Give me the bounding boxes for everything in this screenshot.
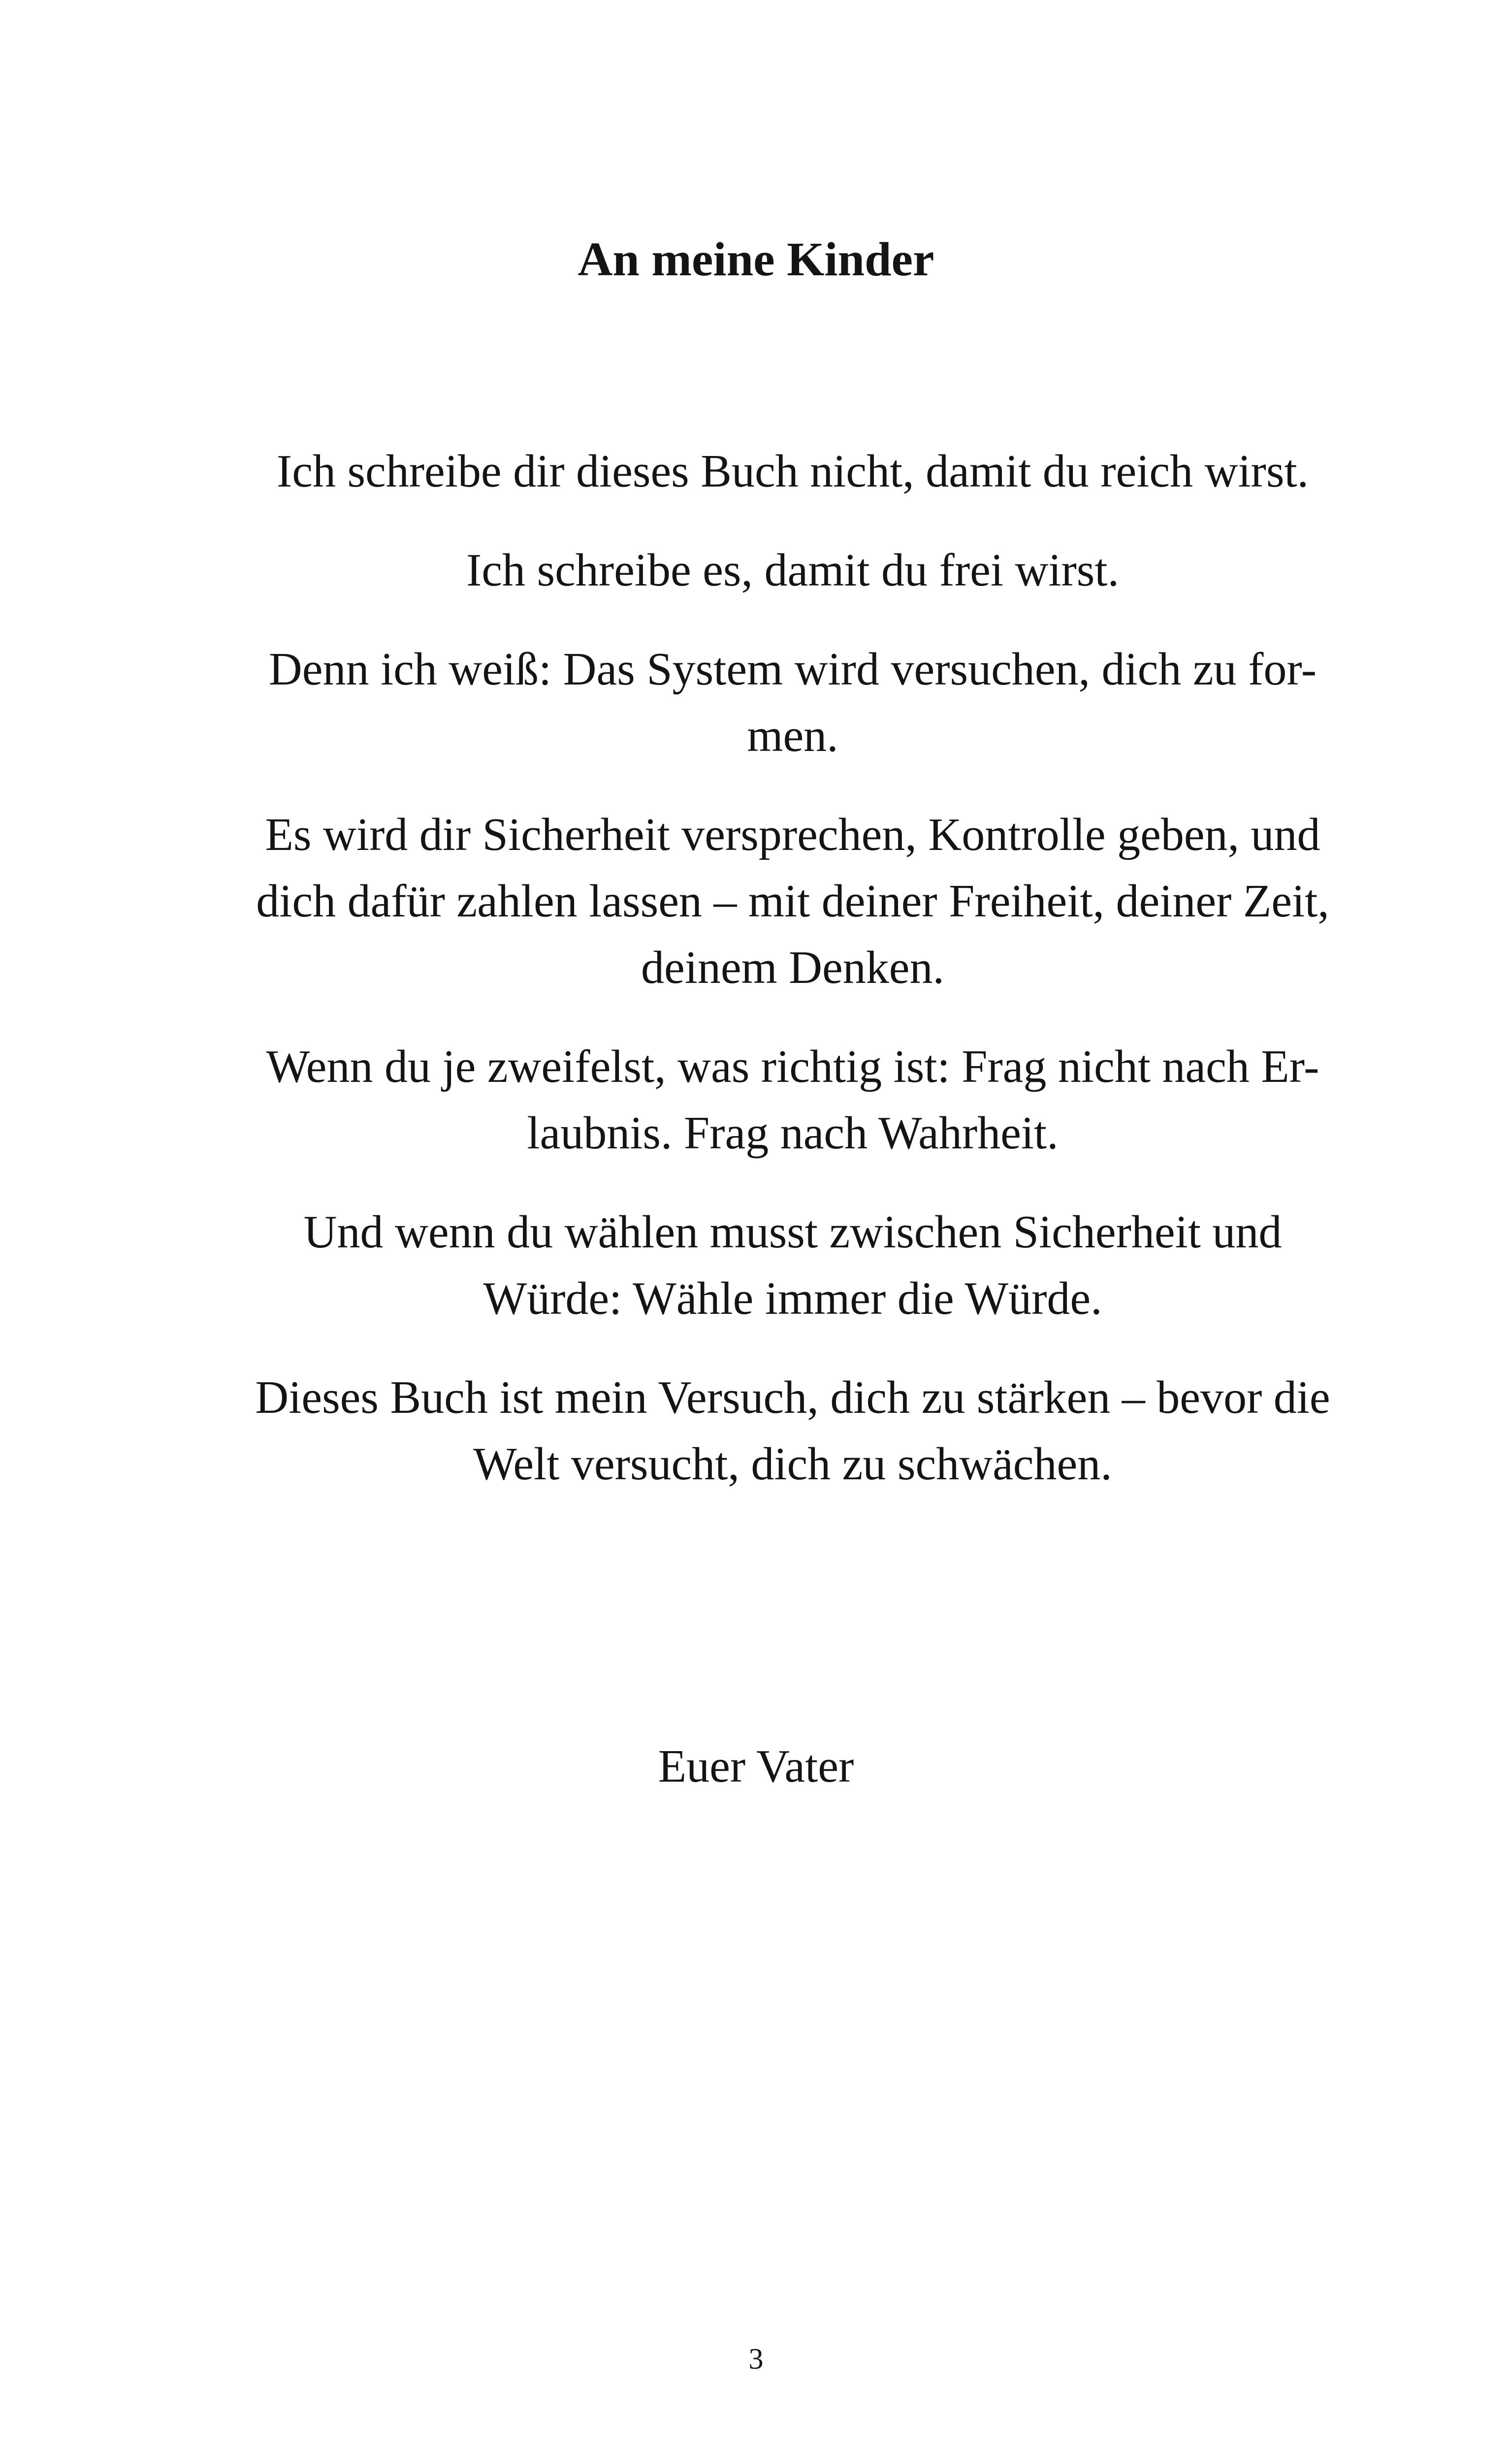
text-line: Es wird dir Sicherheit versprechen, Kontrolle geben, und [265, 809, 1320, 860]
text-line: Ich schreibe es, damit du frei wirst. [466, 545, 1119, 596]
text-line: Denn ich weiß: Das System wird versuchen, dich zu for- [268, 644, 1317, 695]
text-line: laubnis. Frag nach Wahrheit. [527, 1107, 1059, 1159]
paragraph-6 [244, 1199, 1342, 1332]
text-line: deinem Denken. [641, 942, 944, 993]
paragraph-2 [244, 537, 1342, 604]
text-line: Dieses Buch ist mein Versuch, dich zu stärken – bevor die [255, 1372, 1330, 1423]
text-line: Ich schreibe dir dieses Buch nicht, damit du reich wirst. [276, 446, 1309, 497]
page-number: 3 [748, 2343, 764, 2375]
text-line: Wenn du je zweifelst, was richtig ist: Frag nicht nach Er- [266, 1041, 1319, 1092]
paragraph-7 [244, 1365, 1342, 1498]
text-line: men. [747, 710, 838, 761]
text-line: Welt versucht, dich zu schwächen. [473, 1438, 1112, 1490]
paragraph-1 [244, 438, 1342, 505]
page-title: An meine Kinder [578, 233, 934, 286]
text-line: Würde: Wähle immer die Würde. [483, 1273, 1102, 1324]
paragraph-5 [244, 1034, 1342, 1167]
paragraph-3 [244, 636, 1342, 769]
text-line: dich dafür zahlen lassen – mit deiner Freiheit, deiner Zeit, [256, 876, 1329, 927]
text-line: Und wenn du wählen musst zwischen Sicherheit und [303, 1206, 1282, 1258]
dedication-text [244, 438, 1342, 1530]
paragraph-4 [244, 802, 1342, 1001]
signature: Euer Vater [658, 1741, 854, 1792]
